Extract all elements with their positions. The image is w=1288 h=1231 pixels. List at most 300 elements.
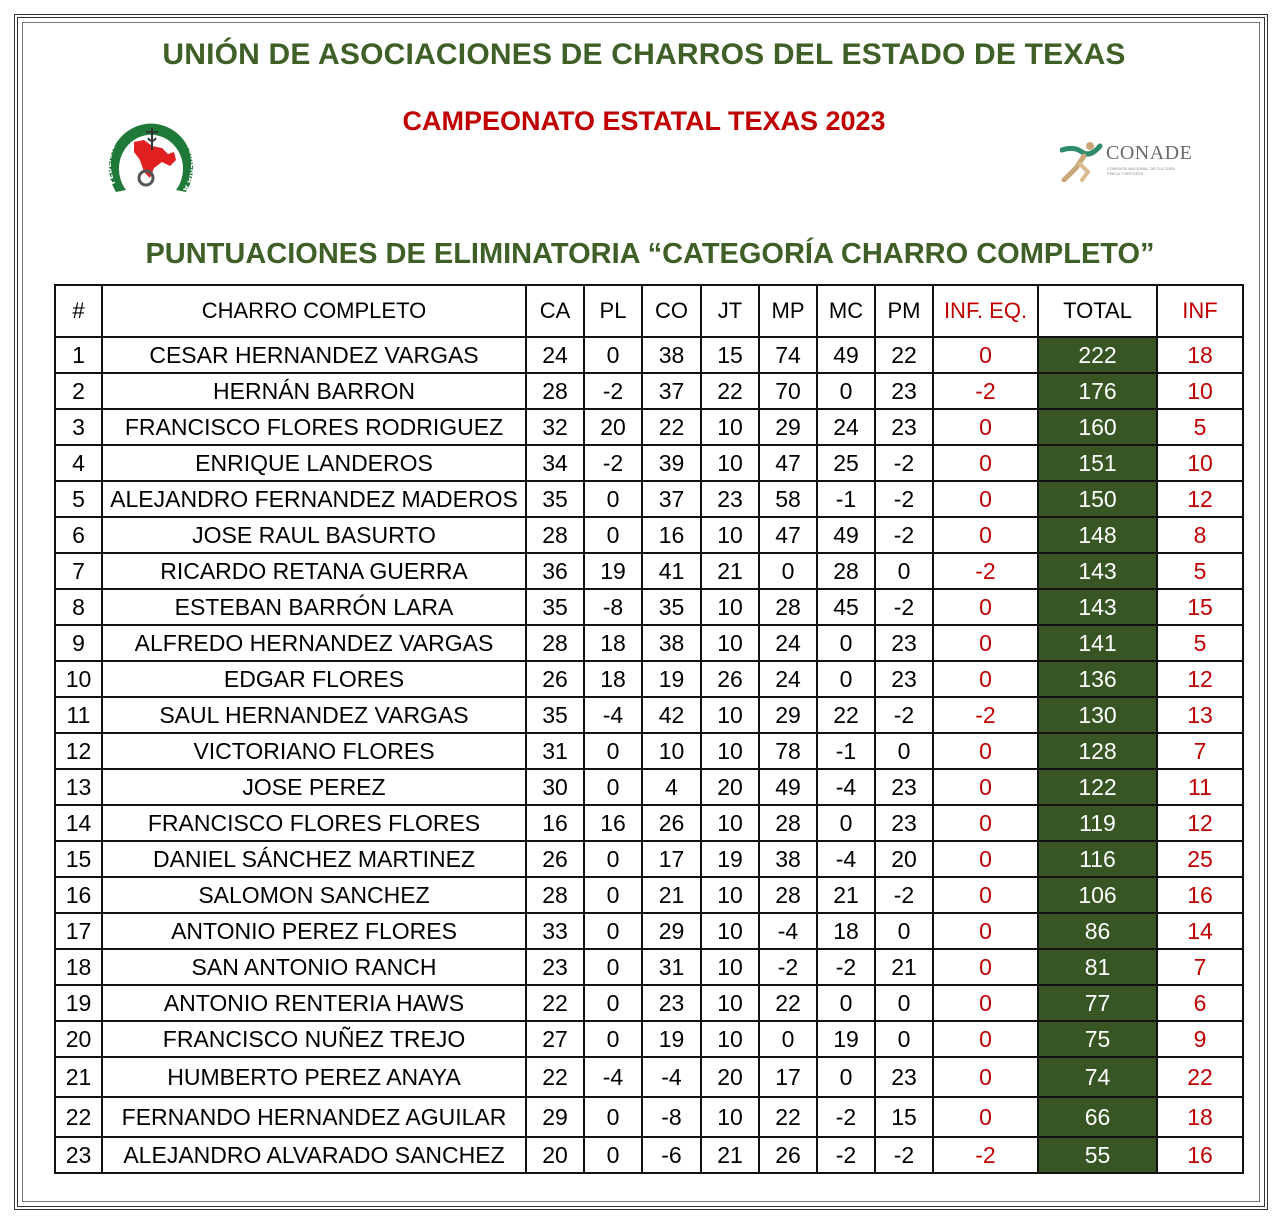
cell-rank: 10 (55, 661, 102, 697)
cell-mc: 28 (817, 553, 875, 589)
cell-co: 21 (642, 877, 701, 913)
cell-rank: 22 (55, 1097, 102, 1137)
cell-rank: 4 (55, 445, 102, 481)
cell-pm: 0 (875, 985, 933, 1021)
col-header-mc: MC (817, 285, 875, 337)
cell-pl: 18 (584, 661, 642, 697)
cell-inf-eq: 0 (933, 733, 1038, 769)
cell-name: ALFREDO HERNANDEZ VARGAS (102, 625, 526, 661)
cell-pm: 22 (875, 337, 933, 373)
cell-ca: 23 (526, 949, 584, 985)
cell-pm: -2 (875, 589, 933, 625)
cell-inf-eq: 0 (933, 589, 1038, 625)
cell-inf-eq: 0 (933, 1097, 1038, 1137)
col-header-co: CO (642, 285, 701, 337)
cell-pl: -8 (584, 589, 642, 625)
cell-ca: 36 (526, 553, 584, 589)
cell-mp: 22 (759, 985, 817, 1021)
table-row (55, 913, 1243, 949)
cell-mp: 74 (759, 337, 817, 373)
cell-jt: 10 (701, 985, 759, 1021)
table-row (55, 661, 1243, 697)
cell-name: RICARDO RETANA GUERRA (102, 553, 526, 589)
cell-jt: 10 (701, 445, 759, 481)
cell-total: 122 (1038, 769, 1157, 805)
cell-pl: 0 (584, 841, 642, 877)
cell-name: SAN ANTONIO RANCH (102, 949, 526, 985)
cell-inf-eq: 0 (933, 661, 1038, 697)
cell-mp: 58 (759, 481, 817, 517)
cell-total: 77 (1038, 985, 1157, 1021)
cell-pl: -4 (584, 697, 642, 733)
cell-jt: 10 (701, 913, 759, 949)
cell-pm: 23 (875, 373, 933, 409)
cell-mc: 24 (817, 409, 875, 445)
cell-name: JOSE RAUL BASURTO (102, 517, 526, 553)
cell-pm: 0 (875, 733, 933, 769)
cell-inf: 22 (1157, 1057, 1243, 1097)
cell-mc: 0 (817, 1057, 875, 1097)
cell-name: ANTONIO RENTERIA HAWS (102, 985, 526, 1021)
cell-inf-eq: 0 (933, 481, 1038, 517)
header-row (55, 285, 1243, 337)
cell-ca: 28 (526, 625, 584, 661)
cell-inf-eq: 0 (933, 769, 1038, 805)
cell-inf-eq: 0 (933, 985, 1038, 1021)
cell-total: 75 (1038, 1021, 1157, 1057)
svg-text:FEDERACION MEXICANA DE CHARRER: FEDERACION MEXICANA DE CHARRERIA A (104, 115, 198, 194)
cell-ca: 20 (526, 1137, 584, 1173)
cell-rank: 3 (55, 409, 102, 445)
table-row (55, 985, 1243, 1021)
cell-rank: 8 (55, 589, 102, 625)
cell-pl: 0 (584, 733, 642, 769)
cell-ca: 28 (526, 877, 584, 913)
cell-rank: 17 (55, 913, 102, 949)
cell-inf: 10 (1157, 373, 1243, 409)
cell-rank: 6 (55, 517, 102, 553)
cell-co: 22 (642, 409, 701, 445)
cell-ca: 35 (526, 697, 584, 733)
cell-mp: 49 (759, 769, 817, 805)
event-title: CAMPEONATO ESTATAL TEXAS 2023 (402, 106, 886, 136)
cell-inf: 9 (1157, 1021, 1243, 1057)
cell-co: 19 (642, 661, 701, 697)
cell-name: DANIEL SÁNCHEZ MARTINEZ (102, 841, 526, 877)
cell-rank: 11 (55, 697, 102, 733)
cell-pm: 0 (875, 553, 933, 589)
cell-inf: 7 (1157, 733, 1243, 769)
cell-co: 26 (642, 805, 701, 841)
cell-name: SAUL HERNANDEZ VARGAS (102, 697, 526, 733)
cell-total: 130 (1038, 697, 1157, 733)
cell-ca: 22 (526, 1057, 584, 1097)
cell-inf-eq: 0 (933, 841, 1038, 877)
cell-mc: -4 (817, 841, 875, 877)
cell-co: 37 (642, 373, 701, 409)
table-row (55, 877, 1243, 913)
cell-pm: 23 (875, 661, 933, 697)
cell-inf: 16 (1157, 877, 1243, 913)
table-row (55, 517, 1243, 553)
cell-mc: 49 (817, 337, 875, 373)
cell-inf-eq: 0 (933, 913, 1038, 949)
cell-jt: 23 (701, 481, 759, 517)
cell-mp: 24 (759, 625, 817, 661)
cell-mp: 29 (759, 409, 817, 445)
cell-co: -8 (642, 1097, 701, 1137)
cell-mc: 0 (817, 373, 875, 409)
col-header-num: # (55, 285, 102, 337)
cell-jt: 10 (701, 877, 759, 913)
cell-total: 141 (1038, 625, 1157, 661)
cell-inf-eq: -2 (933, 373, 1038, 409)
cell-inf: 16 (1157, 1137, 1243, 1173)
cell-co: 19 (642, 1021, 701, 1057)
cell-pm: -2 (875, 697, 933, 733)
cell-inf-eq: 0 (933, 949, 1038, 985)
cell-co: 39 (642, 445, 701, 481)
table-row (55, 553, 1243, 589)
cell-ca: 29 (526, 1097, 584, 1137)
cell-inf: 10 (1157, 445, 1243, 481)
cell-pm: 15 (875, 1097, 933, 1137)
cell-mp: 28 (759, 805, 817, 841)
cell-pm: 20 (875, 841, 933, 877)
cell-jt: 10 (701, 625, 759, 661)
cell-inf: 25 (1157, 841, 1243, 877)
cell-mc: -2 (817, 1137, 875, 1173)
cell-ca: 26 (526, 661, 584, 697)
cell-total: 74 (1038, 1057, 1157, 1097)
cell-pm: -2 (875, 517, 933, 553)
table-row (55, 589, 1243, 625)
cell-inf: 5 (1157, 409, 1243, 445)
cell-pm: 23 (875, 1057, 933, 1097)
cell-mp: 29 (759, 697, 817, 733)
cell-jt: 10 (701, 733, 759, 769)
cell-rank: 5 (55, 481, 102, 517)
cell-total: 143 (1038, 553, 1157, 589)
cell-inf: 12 (1157, 661, 1243, 697)
cell-pm: 23 (875, 769, 933, 805)
cell-name: FRANCISCO NUÑEZ TREJO (102, 1021, 526, 1057)
cell-mc: -1 (817, 733, 875, 769)
table-row (55, 1021, 1243, 1057)
cell-co: 38 (642, 337, 701, 373)
cell-pl: 0 (584, 913, 642, 949)
cell-inf-eq: 0 (933, 445, 1038, 481)
cell-ca: 34 (526, 445, 584, 481)
cell-total: 176 (1038, 373, 1157, 409)
cell-co: 41 (642, 553, 701, 589)
cell-rank: 9 (55, 625, 102, 661)
cell-name: EDGAR FLORES (102, 661, 526, 697)
cell-inf: 5 (1157, 625, 1243, 661)
conade-tagline: COMISIÓN NACIONAL DE CULTURA FÍSICA Y DEPORTE (1107, 166, 1175, 176)
table-title: PUNTUACIONES DE ELIMINATORIA “CATEGORÍA CHARRO COMPLETO” (145, 238, 1155, 270)
cell-co: 42 (642, 697, 701, 733)
col-header-inf: INF (1157, 285, 1243, 337)
cell-jt: 21 (701, 553, 759, 589)
cell-inf: 5 (1157, 553, 1243, 589)
col-header-name: CHARRO COMPLETO (102, 285, 526, 337)
cell-total: 81 (1038, 949, 1157, 985)
cell-co: 29 (642, 913, 701, 949)
cell-name: VICTORIANO FLORES (102, 733, 526, 769)
cell-ca: 16 (526, 805, 584, 841)
cell-pl: -4 (584, 1057, 642, 1097)
cell-mp: 0 (759, 1021, 817, 1057)
cell-pm: -2 (875, 1137, 933, 1173)
cell-mp: 47 (759, 517, 817, 553)
cell-pm: 23 (875, 625, 933, 661)
cell-ca: 35 (526, 589, 584, 625)
cell-mp: -2 (759, 949, 817, 985)
cell-jt: 26 (701, 661, 759, 697)
cell-total: 106 (1038, 877, 1157, 913)
cell-name: HERNÁN BARRON (102, 373, 526, 409)
cell-rank: 21 (55, 1057, 102, 1097)
cell-inf: 18 (1157, 1097, 1243, 1137)
cell-pl: 0 (584, 877, 642, 913)
cell-mc: 18 (817, 913, 875, 949)
cell-inf: 15 (1157, 589, 1243, 625)
cell-pm: 23 (875, 805, 933, 841)
cell-ca: 33 (526, 913, 584, 949)
cell-co: 10 (642, 733, 701, 769)
cell-pl: 0 (584, 1097, 642, 1137)
conade-name: CONADE (1106, 142, 1193, 164)
cell-inf: 11 (1157, 769, 1243, 805)
cell-name: FERNANDO HERNANDEZ AGUILAR (102, 1097, 526, 1137)
table-row (55, 1097, 1243, 1137)
table-row (55, 445, 1243, 481)
cell-jt: 10 (701, 1097, 759, 1137)
cell-total: 55 (1038, 1137, 1157, 1173)
cell-name: SALOMON SANCHEZ (102, 877, 526, 913)
cell-total: 143 (1038, 589, 1157, 625)
cell-co: 17 (642, 841, 701, 877)
cell-mp: 38 (759, 841, 817, 877)
cell-mc: -4 (817, 769, 875, 805)
cell-inf: 18 (1157, 337, 1243, 373)
cell-pl: 0 (584, 985, 642, 1021)
cell-pm: 23 (875, 409, 933, 445)
cell-jt: 10 (701, 949, 759, 985)
cell-jt: 19 (701, 841, 759, 877)
cell-jt: 22 (701, 373, 759, 409)
cell-mp: 22 (759, 1097, 817, 1137)
cell-rank: 23 (55, 1137, 102, 1173)
cell-mp: 28 (759, 877, 817, 913)
cell-mc: 21 (817, 877, 875, 913)
cell-co: 35 (642, 589, 701, 625)
cell-name: HUMBERTO PEREZ ANAYA (102, 1057, 526, 1097)
cell-name: ENRIQUE LANDEROS (102, 445, 526, 481)
cell-jt: 20 (701, 769, 759, 805)
cell-jt: 10 (701, 1021, 759, 1057)
cell-jt: 15 (701, 337, 759, 373)
cell-pm: 0 (875, 913, 933, 949)
table-row (55, 373, 1243, 409)
cell-mc: 19 (817, 1021, 875, 1057)
fmch-logo (104, 100, 198, 200)
cell-inf: 7 (1157, 949, 1243, 985)
cell-co: 31 (642, 949, 701, 985)
cell-mp: 70 (759, 373, 817, 409)
cell-rank: 2 (55, 373, 102, 409)
cell-pm: -2 (875, 877, 933, 913)
cell-rank: 14 (55, 805, 102, 841)
cell-mc: 22 (817, 697, 875, 733)
scores-table (54, 284, 1244, 1174)
cell-co: 4 (642, 769, 701, 805)
cell-jt: 10 (701, 409, 759, 445)
cell-rank: 15 (55, 841, 102, 877)
cell-mp: 0 (759, 553, 817, 589)
cell-mc: 49 (817, 517, 875, 553)
cell-name: ANTONIO PEREZ FLORES (102, 913, 526, 949)
cell-inf-eq: 0 (933, 805, 1038, 841)
cell-total: 66 (1038, 1097, 1157, 1137)
table-row (55, 949, 1243, 985)
cell-pm: -2 (875, 445, 933, 481)
cell-total: 116 (1038, 841, 1157, 877)
cell-pl: 0 (584, 769, 642, 805)
cell-pm: 21 (875, 949, 933, 985)
cell-name: ALEJANDRO FERNANDEZ MADEROS (102, 481, 526, 517)
cell-total: 222 (1038, 337, 1157, 373)
cell-total: 128 (1038, 733, 1157, 769)
cell-ca: 32 (526, 409, 584, 445)
cell-rank: 20 (55, 1021, 102, 1057)
cell-rank: 13 (55, 769, 102, 805)
cell-mp: 24 (759, 661, 817, 697)
cell-name: JOSE PEREZ (102, 769, 526, 805)
cell-total: 150 (1038, 481, 1157, 517)
cell-inf-eq: -2 (933, 553, 1038, 589)
conade-logo (1060, 140, 1210, 182)
table-row (55, 805, 1243, 841)
col-header-inf-eq: INF. EQ. (933, 285, 1038, 337)
cell-rank: 18 (55, 949, 102, 985)
cell-jt: 10 (701, 697, 759, 733)
cell-inf: 14 (1157, 913, 1243, 949)
cell-ca: 31 (526, 733, 584, 769)
cell-jt: 20 (701, 1057, 759, 1097)
table-row (55, 1057, 1243, 1097)
cell-inf-eq: 0 (933, 1021, 1038, 1057)
col-header-pm: PM (875, 285, 933, 337)
cell-rank: 19 (55, 985, 102, 1021)
cell-rank: 12 (55, 733, 102, 769)
cell-pl: 16 (584, 805, 642, 841)
table-row (55, 481, 1243, 517)
cell-pl: 0 (584, 949, 642, 985)
col-header-mp: MP (759, 285, 817, 337)
cell-mp: 26 (759, 1137, 817, 1173)
cell-mp: -4 (759, 913, 817, 949)
cell-total: 136 (1038, 661, 1157, 697)
cell-ca: 35 (526, 481, 584, 517)
cell-mc: 0 (817, 625, 875, 661)
cell-co: 23 (642, 985, 701, 1021)
cell-total: 148 (1038, 517, 1157, 553)
col-header-pl: PL (584, 285, 642, 337)
cell-total: 86 (1038, 913, 1157, 949)
cell-inf-eq: 0 (933, 409, 1038, 445)
cell-ca: 22 (526, 985, 584, 1021)
table-row (55, 769, 1243, 805)
cell-mp: 78 (759, 733, 817, 769)
cell-inf-eq: 0 (933, 337, 1038, 373)
cell-inf: 12 (1157, 481, 1243, 517)
table-row (55, 733, 1243, 769)
cell-pl: 0 (584, 481, 642, 517)
cell-inf: 6 (1157, 985, 1243, 1021)
cell-name: FRANCISCO FLORES FLORES (102, 805, 526, 841)
cell-pl: -2 (584, 373, 642, 409)
cell-mp: 17 (759, 1057, 817, 1097)
cell-pl: 0 (584, 1021, 642, 1057)
cell-inf-eq: 0 (933, 877, 1038, 913)
cell-pl: 20 (584, 409, 642, 445)
cell-pl: 0 (584, 517, 642, 553)
cell-name: CESAR HERNANDEZ VARGAS (102, 337, 526, 373)
cell-rank: 1 (55, 337, 102, 373)
cell-name: ESTEBAN BARRÓN LARA (102, 589, 526, 625)
table-row (55, 841, 1243, 877)
cell-mc: 45 (817, 589, 875, 625)
cell-total: 151 (1038, 445, 1157, 481)
cell-ca: 24 (526, 337, 584, 373)
cell-mp: 28 (759, 589, 817, 625)
cell-pl: -2 (584, 445, 642, 481)
table-row (55, 625, 1243, 661)
cell-co: 16 (642, 517, 701, 553)
cell-rank: 16 (55, 877, 102, 913)
cell-mc: 0 (817, 985, 875, 1021)
table-row (55, 409, 1243, 445)
cell-ca: 28 (526, 517, 584, 553)
horseshoe-logo-icon (104, 100, 198, 200)
cell-jt: 10 (701, 805, 759, 841)
cell-rank: 7 (55, 553, 102, 589)
cell-ca: 30 (526, 769, 584, 805)
cell-total: 160 (1038, 409, 1157, 445)
cell-mc: -1 (817, 481, 875, 517)
cell-inf-eq: -2 (933, 1137, 1038, 1173)
cell-ca: 27 (526, 1021, 584, 1057)
cell-inf-eq: 0 (933, 1057, 1038, 1097)
organization-title: UNIÓN DE ASOCIACIONES DE CHARROS DEL ESTADO DE TEXAS (162, 38, 1126, 71)
cell-jt: 21 (701, 1137, 759, 1173)
cell-total: 119 (1038, 805, 1157, 841)
cell-inf-eq: -2 (933, 697, 1038, 733)
table-row (55, 697, 1243, 733)
cell-mc: 0 (817, 805, 875, 841)
cell-mc: -2 (817, 1097, 875, 1137)
cell-co: -4 (642, 1057, 701, 1097)
cell-mc: -2 (817, 949, 875, 985)
cell-pm: 0 (875, 1021, 933, 1057)
cell-name: FRANCISCO FLORES RODRIGUEZ (102, 409, 526, 445)
cell-inf-eq: 0 (933, 625, 1038, 661)
cell-jt: 10 (701, 517, 759, 553)
cell-mc: 25 (817, 445, 875, 481)
col-header-total: TOTAL (1038, 285, 1157, 337)
